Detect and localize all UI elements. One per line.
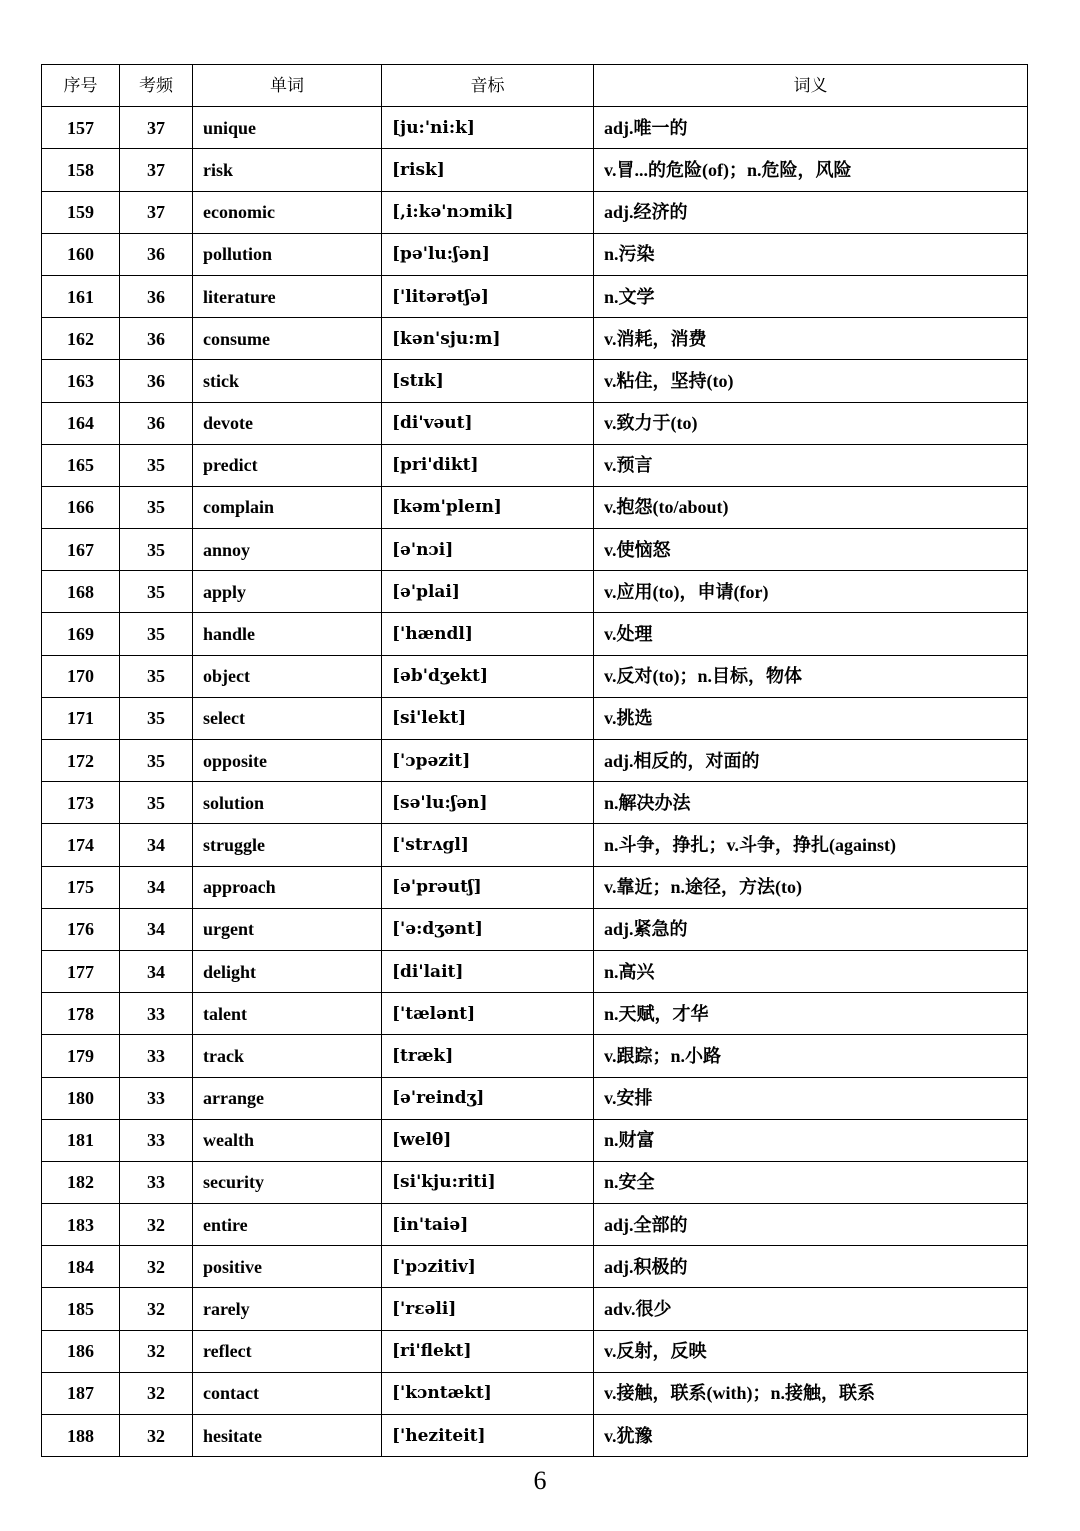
- cell-word: wealth: [193, 1119, 382, 1161]
- cell-meaning: v.处理: [594, 613, 1028, 655]
- cell-meaning: v.接触，联系(with)；n.接触，联系: [594, 1372, 1028, 1414]
- table-row: [42, 107, 1028, 149]
- cell-meaning: n.安全: [594, 1161, 1028, 1203]
- table-body: [42, 107, 1028, 1457]
- cell-freq: 35: [120, 444, 193, 486]
- cell-freq: 33: [120, 1077, 193, 1119]
- table-row: [42, 1372, 1028, 1414]
- cell-word: complain: [193, 486, 382, 528]
- cell-phonetic: [welθ]: [382, 1119, 594, 1161]
- cell-num: 166: [42, 486, 120, 528]
- cell-num: 158: [42, 149, 120, 191]
- cell-freq: 37: [120, 191, 193, 233]
- cell-phonetic: [risk]: [382, 149, 594, 191]
- cell-freq: 32: [120, 1204, 193, 1246]
- cell-meaning: adv.很少: [594, 1288, 1028, 1330]
- cell-phonetic: [ə'prəutʃ]: [382, 866, 594, 908]
- cell-phonetic: [kəm'pleɪn]: [382, 486, 594, 528]
- cell-num: 165: [42, 444, 120, 486]
- cell-num: 171: [42, 697, 120, 739]
- cell-meaning: v.跟踪；n.小路: [594, 1035, 1028, 1077]
- cell-phonetic: [ju:'ni:k]: [382, 107, 594, 149]
- cell-meaning: n.财富: [594, 1119, 1028, 1161]
- table-row: [42, 402, 1028, 444]
- cell-word: struggle: [193, 824, 382, 866]
- table-row: [42, 1288, 1028, 1330]
- cell-word: arrange: [193, 1077, 382, 1119]
- cell-phonetic: [ri'flekt]: [382, 1330, 594, 1372]
- cell-freq: 35: [120, 613, 193, 655]
- table-row: [42, 444, 1028, 486]
- table-row: [42, 655, 1028, 697]
- cell-phonetic: [si'kju:riti]: [382, 1161, 594, 1203]
- cell-freq: 36: [120, 318, 193, 360]
- table-row: [42, 149, 1028, 191]
- table-row: [42, 697, 1028, 739]
- cell-freq: 34: [120, 824, 193, 866]
- cell-num: 185: [42, 1288, 120, 1330]
- cell-freq: 37: [120, 107, 193, 149]
- cell-word: security: [193, 1161, 382, 1203]
- cell-meaning: n.天赋，才华: [594, 993, 1028, 1035]
- cell-phonetic: [sə'lu:ʃən]: [382, 782, 594, 824]
- cell-phonetic: [ə'plai]: [382, 571, 594, 613]
- header-word: 单词: [193, 65, 382, 107]
- cell-meaning: n.文学: [594, 275, 1028, 317]
- cell-phonetic: [træk]: [382, 1035, 594, 1077]
- table-row: [42, 275, 1028, 317]
- cell-meaning: v.靠近；n.途径，方法(to): [594, 866, 1028, 908]
- cell-word: pollution: [193, 233, 382, 275]
- cell-freq: 33: [120, 1161, 193, 1203]
- table-row: [42, 1035, 1028, 1077]
- cell-freq: 37: [120, 149, 193, 191]
- table-row: [42, 950, 1028, 992]
- cell-freq: 36: [120, 402, 193, 444]
- cell-meaning: v.粘住，坚持(to): [594, 360, 1028, 402]
- cell-meaning: v.冒...的危险(of)；n.危险，风险: [594, 149, 1028, 191]
- cell-phonetic: [di'lait]: [382, 950, 594, 992]
- cell-freq: 32: [120, 1415, 193, 1457]
- cell-freq: 36: [120, 360, 193, 402]
- cell-meaning: v.犹豫: [594, 1415, 1028, 1457]
- cell-freq: 33: [120, 1119, 193, 1161]
- cell-phonetic: [stɪk]: [382, 360, 594, 402]
- cell-freq: 35: [120, 697, 193, 739]
- table-row: [42, 1204, 1028, 1246]
- cell-num: 164: [42, 402, 120, 444]
- cell-meaning: adj.紧急的: [594, 908, 1028, 950]
- cell-num: 167: [42, 529, 120, 571]
- cell-freq: 35: [120, 571, 193, 613]
- cell-num: 183: [42, 1204, 120, 1246]
- cell-freq: 36: [120, 275, 193, 317]
- cell-word: annoy: [193, 529, 382, 571]
- cell-freq: 34: [120, 950, 193, 992]
- table-row: [42, 1246, 1028, 1288]
- header-phonetic: 音标: [382, 65, 594, 107]
- cell-phonetic: [kən'sju:m]: [382, 318, 594, 360]
- cell-phonetic: [si'lekt]: [382, 697, 594, 739]
- header-num: 序号: [42, 65, 120, 107]
- cell-word: predict: [193, 444, 382, 486]
- cell-freq: 35: [120, 655, 193, 697]
- cell-meaning: v.预言: [594, 444, 1028, 486]
- cell-word: object: [193, 655, 382, 697]
- cell-freq: 34: [120, 866, 193, 908]
- cell-word: track: [193, 1035, 382, 1077]
- cell-freq: 33: [120, 993, 193, 1035]
- cell-num: 175: [42, 866, 120, 908]
- page-number: 6: [533, 1466, 547, 1495]
- cell-freq: 35: [120, 782, 193, 824]
- table-row: [42, 571, 1028, 613]
- table-row: [42, 1077, 1028, 1119]
- cell-num: 160: [42, 233, 120, 275]
- cell-word: unique: [193, 107, 382, 149]
- cell-meaning: n.斗争，挣扎；v.斗争，挣扎(against): [594, 824, 1028, 866]
- table-row: [42, 191, 1028, 233]
- table-row: [42, 1415, 1028, 1457]
- cell-num: 187: [42, 1372, 120, 1414]
- cell-word: apply: [193, 571, 382, 613]
- cell-num: 159: [42, 191, 120, 233]
- cell-meaning: n.解决办法: [594, 782, 1028, 824]
- cell-num: 176: [42, 908, 120, 950]
- cell-phonetic: [,i:kə'nɔmik]: [382, 191, 594, 233]
- cell-num: 169: [42, 613, 120, 655]
- cell-freq: 32: [120, 1372, 193, 1414]
- cell-meaning: adj.积极的: [594, 1246, 1028, 1288]
- cell-phonetic: ['litərətʃə]: [382, 275, 594, 317]
- cell-meaning: adj.全部的: [594, 1204, 1028, 1246]
- cell-word: rarely: [193, 1288, 382, 1330]
- cell-num: 184: [42, 1246, 120, 1288]
- cell-word: opposite: [193, 740, 382, 782]
- table-row: [42, 740, 1028, 782]
- table-row: [42, 529, 1028, 571]
- cell-phonetic: ['rɛəli]: [382, 1288, 594, 1330]
- cell-word: handle: [193, 613, 382, 655]
- vocabulary-table: [41, 64, 1028, 1457]
- cell-meaning: adj.经济的: [594, 191, 1028, 233]
- cell-phonetic: ['heziteit]: [382, 1415, 594, 1457]
- cell-phonetic: [ə'reindʒ]: [382, 1077, 594, 1119]
- cell-phonetic: [əb'dʒekt]: [382, 655, 594, 697]
- cell-meaning: n.污染: [594, 233, 1028, 275]
- cell-word: urgent: [193, 908, 382, 950]
- cell-num: 168: [42, 571, 120, 613]
- cell-num: 161: [42, 275, 120, 317]
- cell-meaning: v.致力于(to): [594, 402, 1028, 444]
- cell-word: stick: [193, 360, 382, 402]
- cell-word: delight: [193, 950, 382, 992]
- table-row: [42, 993, 1028, 1035]
- table-row: [42, 782, 1028, 824]
- cell-num: 170: [42, 655, 120, 697]
- cell-phonetic: ['kɔntækt]: [382, 1372, 594, 1414]
- cell-word: devote: [193, 402, 382, 444]
- table-row: [42, 908, 1028, 950]
- cell-phonetic: [in'taiə]: [382, 1204, 594, 1246]
- table-row: [42, 1330, 1028, 1372]
- table-row: [42, 613, 1028, 655]
- cell-num: 178: [42, 993, 120, 1035]
- cell-meaning: v.反对(to)；n.目标，物体: [594, 655, 1028, 697]
- cell-word: entire: [193, 1204, 382, 1246]
- cell-freq: 34: [120, 908, 193, 950]
- table-row: [42, 318, 1028, 360]
- cell-meaning: v.抱怨(to/about): [594, 486, 1028, 528]
- cell-meaning: v.应用(to)，申请(for): [594, 571, 1028, 613]
- cell-meaning: v.反射，反映: [594, 1330, 1028, 1372]
- cell-word: select: [193, 697, 382, 739]
- cell-word: contact: [193, 1372, 382, 1414]
- cell-word: consume: [193, 318, 382, 360]
- table-row: [42, 360, 1028, 402]
- cell-word: literature: [193, 275, 382, 317]
- cell-freq: 32: [120, 1288, 193, 1330]
- cell-num: 181: [42, 1119, 120, 1161]
- cell-meaning: n.高兴: [594, 950, 1028, 992]
- table-row: [42, 824, 1028, 866]
- cell-word: approach: [193, 866, 382, 908]
- cell-phonetic: [pri'dikt]: [382, 444, 594, 486]
- cell-phonetic: ['pɔzitiv]: [382, 1246, 594, 1288]
- cell-freq: 32: [120, 1330, 193, 1372]
- cell-num: 177: [42, 950, 120, 992]
- table-row: [42, 1119, 1028, 1161]
- cell-num: 186: [42, 1330, 120, 1372]
- cell-num: 163: [42, 360, 120, 402]
- cell-word: reflect: [193, 1330, 382, 1372]
- cell-num: 173: [42, 782, 120, 824]
- cell-num: 180: [42, 1077, 120, 1119]
- table-row: [42, 1161, 1028, 1203]
- cell-num: 157: [42, 107, 120, 149]
- cell-freq: 32: [120, 1246, 193, 1288]
- cell-num: 179: [42, 1035, 120, 1077]
- cell-meaning: adj.相反的，对面的: [594, 740, 1028, 782]
- table-row: [42, 233, 1028, 275]
- cell-meaning: v.消耗，消费: [594, 318, 1028, 360]
- header-meaning: 词义: [594, 65, 1028, 107]
- cell-word: solution: [193, 782, 382, 824]
- cell-num: 162: [42, 318, 120, 360]
- cell-phonetic: ['hændl]: [382, 613, 594, 655]
- cell-phonetic: [di'vəut]: [382, 402, 594, 444]
- cell-freq: 33: [120, 1035, 193, 1077]
- table-header-row: [42, 65, 1028, 107]
- cell-phonetic: ['tælənt]: [382, 993, 594, 1035]
- table-row: [42, 866, 1028, 908]
- table-row: [42, 486, 1028, 528]
- cell-word: economic: [193, 191, 382, 233]
- cell-phonetic: [pə'lu:ʃən]: [382, 233, 594, 275]
- cell-meaning: v.安排: [594, 1077, 1028, 1119]
- cell-freq: 35: [120, 740, 193, 782]
- cell-num: 188: [42, 1415, 120, 1457]
- cell-phonetic: ['strʌgl]: [382, 824, 594, 866]
- cell-word: positive: [193, 1246, 382, 1288]
- cell-num: 172: [42, 740, 120, 782]
- cell-word: hesitate: [193, 1415, 382, 1457]
- cell-freq: 36: [120, 233, 193, 275]
- cell-word: risk: [193, 149, 382, 191]
- cell-num: 182: [42, 1161, 120, 1203]
- cell-word: talent: [193, 993, 382, 1035]
- cell-phonetic: ['ɔpəzit]: [382, 740, 594, 782]
- cell-meaning: v.挑选: [594, 697, 1028, 739]
- cell-meaning: v.使恼怒: [594, 529, 1028, 571]
- cell-meaning: adj.唯一的: [594, 107, 1028, 149]
- cell-phonetic: [ə'nɔi]: [382, 529, 594, 571]
- cell-phonetic: ['ə:dʒənt]: [382, 908, 594, 950]
- header-freq: 考频: [120, 65, 193, 107]
- cell-freq: 35: [120, 529, 193, 571]
- cell-num: 174: [42, 824, 120, 866]
- cell-freq: 35: [120, 486, 193, 528]
